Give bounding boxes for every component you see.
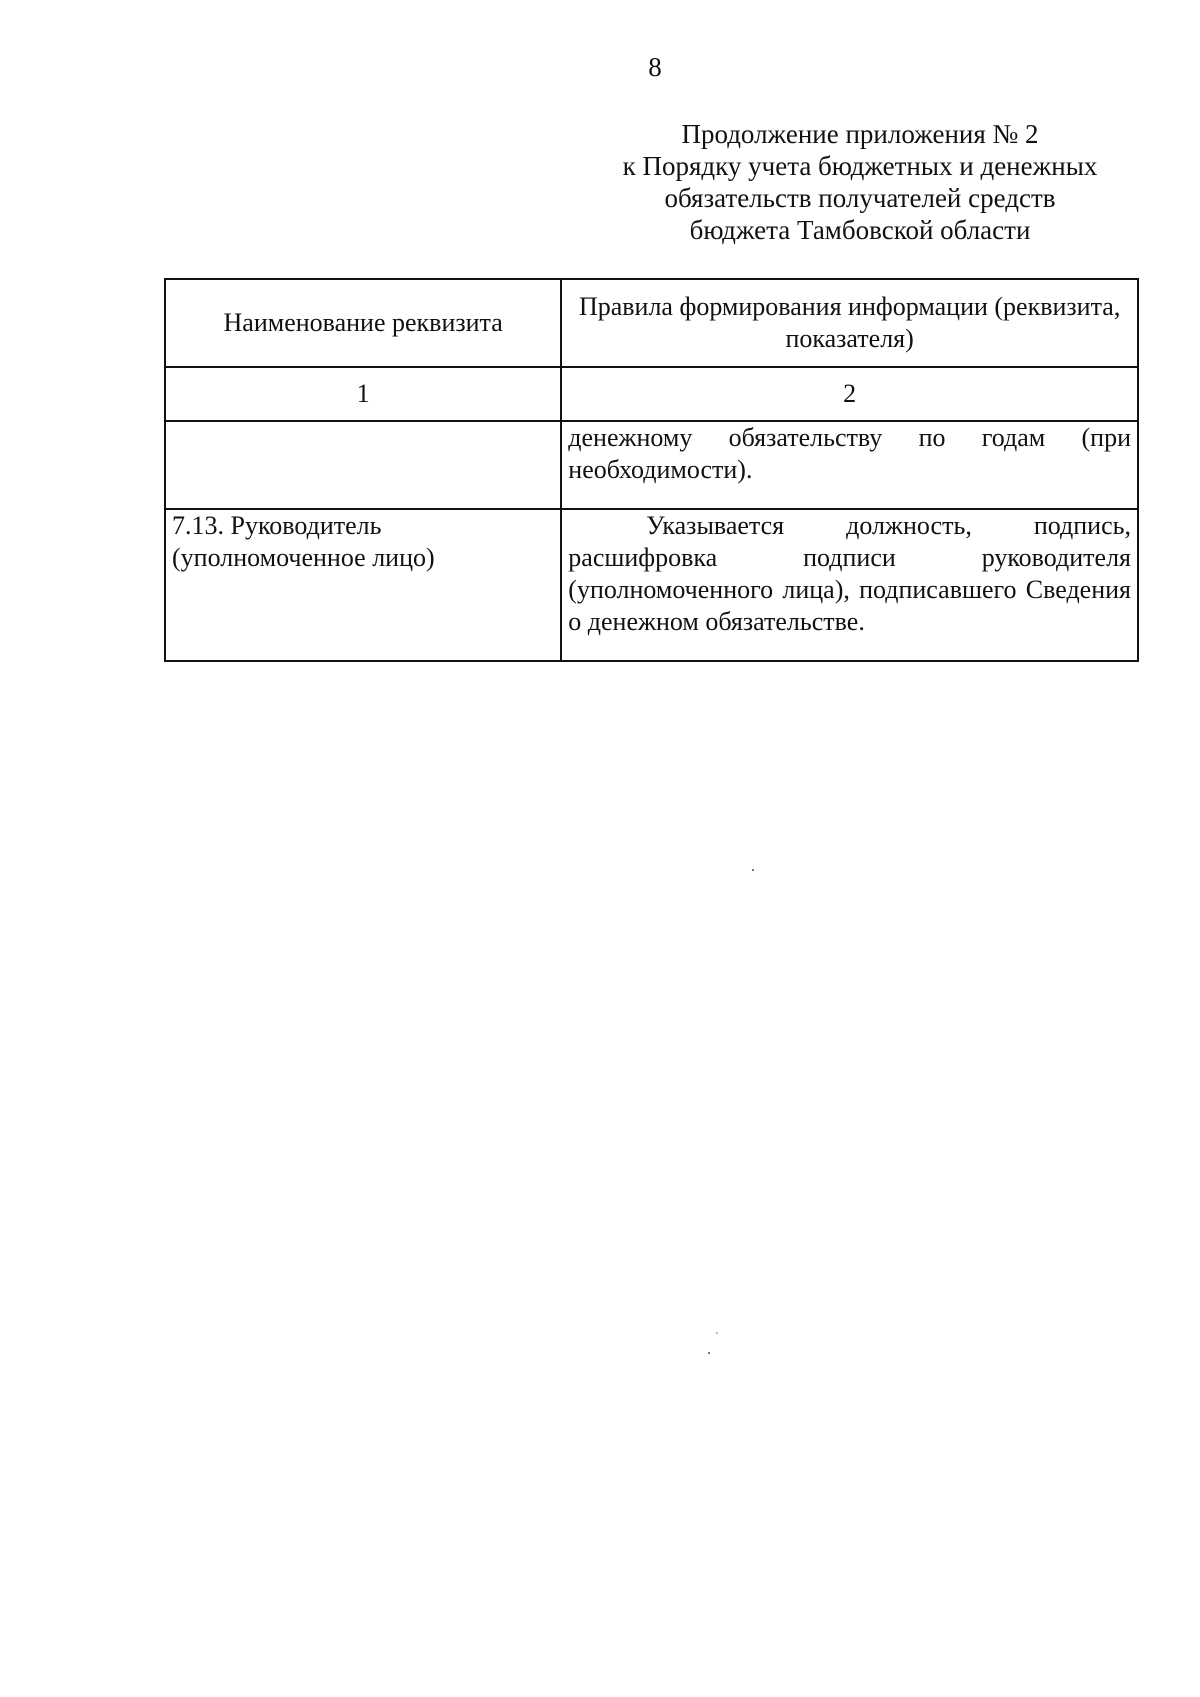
table-row (165, 421, 1138, 509)
column-number-row (165, 367, 1138, 421)
requisites-table (164, 278, 1139, 662)
requisite-rule-cell: денежному обязательству по годам (при необходимости). (561, 421, 1138, 509)
appendix-header (590, 118, 1130, 246)
scan-speck (716, 1332, 718, 1334)
column-header-rule: Правила формирования информации (реквизита, показателя) (561, 279, 1138, 367)
table-header-row (165, 279, 1138, 367)
table-row (165, 509, 1138, 661)
requisite-name-cell: 7.13. Руководитель (уполномоченное лицо) (165, 509, 561, 661)
column-number: 1 (165, 367, 561, 421)
appendix-header-line: обязательств получателей средств (664, 183, 1056, 213)
column-number: 2 (561, 367, 1138, 421)
appendix-header-line: бюджета Тамбовской области (689, 215, 1031, 245)
scan-speck (752, 869, 754, 871)
scan-speck (708, 1352, 710, 1354)
column-header-name: Наименование реквизита (165, 279, 561, 367)
page-number: 8 (648, 52, 662, 82)
requisite-name-cell (165, 421, 561, 509)
requisite-rule-cell: Указывается должность, подпись, расшифровка подписи руководителя (уполномоченного лица), подписавшего Сведения о денежном обязательстве. (561, 509, 1138, 661)
appendix-header-line: к Порядку учета бюджетных и денежных (622, 151, 1098, 181)
appendix-header-line: Продолжение приложения № 2 (681, 119, 1039, 149)
